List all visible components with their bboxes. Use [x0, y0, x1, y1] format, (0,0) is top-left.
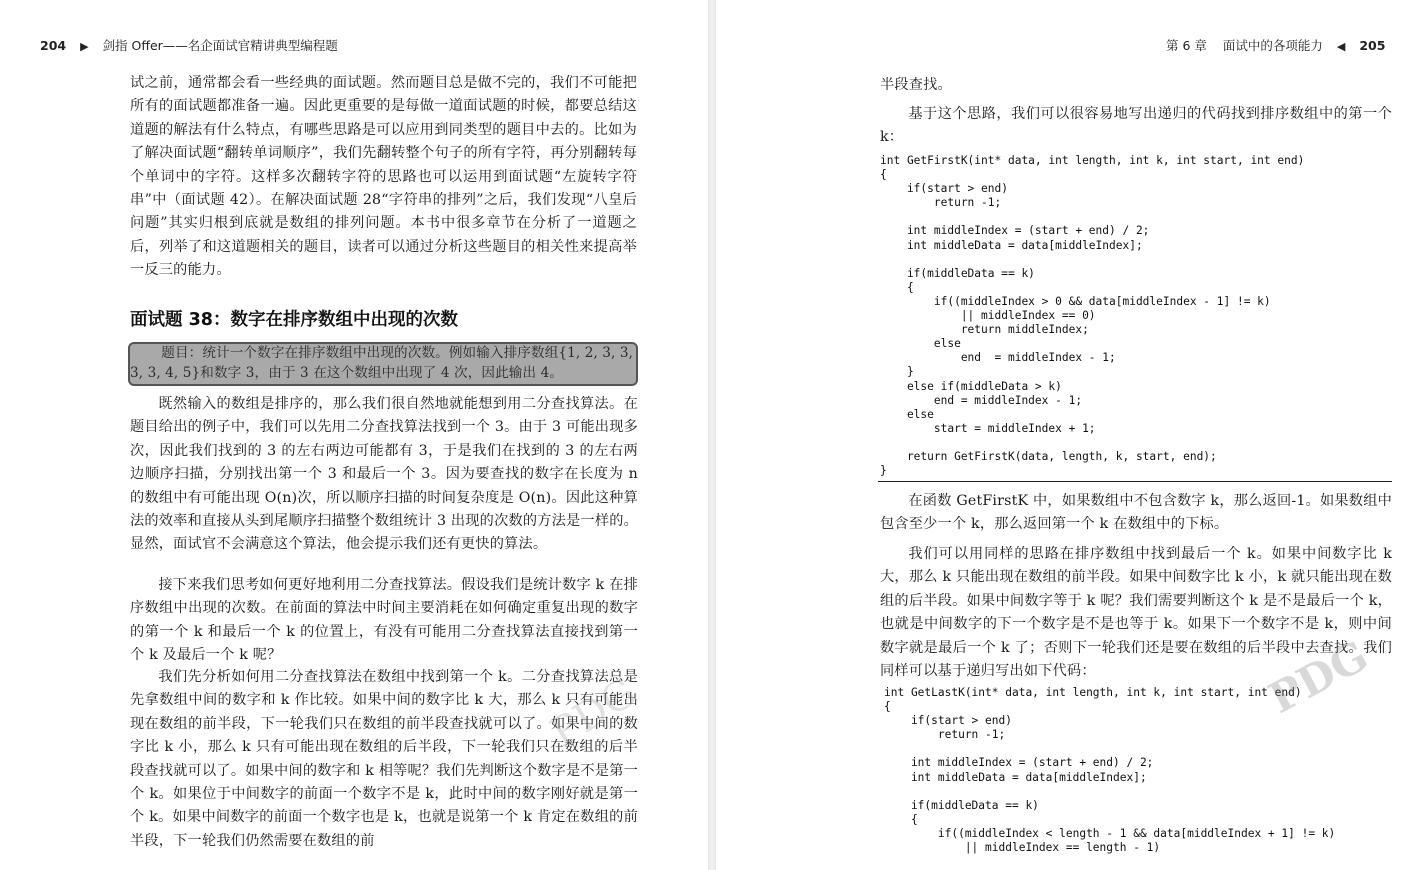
section-title: 面试题 38：数字在排序数组中出现的次数 [130, 310, 458, 330]
left-arrow-icon: ◀ [1336, 40, 1346, 53]
left-page-header [40, 36, 338, 54]
watermark-right: PDG [1261, 630, 1376, 723]
right-page-number: 205 [1359, 38, 1386, 53]
code-get-first-k: int GetFirstK(int* data, int length, int k, int start, int end) { if(start > end) return -1; int middleIndex = (start + end) / 2; int middleData = data[middleIndex]; if(middleData == k) { if((middleIndex > 0 && data[middleIndex - 1] != k) || middleIndex == 0) return middleIndex; else end = middleIndex - 1; } else if(middleData > k) end = middleIndex - 1; else start = middleIndex + 1; return GetFirstK(data, length, k, start, end); } [880, 154, 1305, 478]
chapter-label: 第 6 章 [1166, 38, 1207, 53]
paragraph-half-search: 半段查找。 [880, 77, 952, 93]
watermark-left: PDG [542, 669, 645, 757]
paragraph-find-last-k: 我们可以用同样的思路在排序数组中找到最后一个 k。如果中间数字比 k 大，那么 k 只能出现在数组的前半段。如果中间数字比 k 小，k 就只能出现在数组的后半段。如果中间数字等于 k 呢？我们需要判断这个 k 是不是最后一个 k，也就是中间数字的下一个数字是不是也等于 k。如果下一个数字不是 k，则中间数字就是最后一个 k 了；否则下一轮我们还是要在数组的后半段中去查找。我们同样可以基于递归写出如下代码： [880, 546, 1392, 680]
paragraph-binary-search-idea: 既然输入的数组是排序的，那么我们很自然地就能想到用二分查找算法。在题目给出的例子中，我们可以先用二分查找算法找到一个 3。由于 3 可能出现多次，因此我们找到的 3 的左右两边可能都有 3，于是我们在找到的 3 的左右两边顺序扫描，分别找出第一个 3 和最后一个 3。因为要查找的数字在长度为 n 的数组中有可能出现 O(n)次，所以顺序扫描的时间复杂度是 O(n)。因此这种算法的效率和直接从头到尾顺序扫描整个数组统计 3 出现的次数的方法是一样的。显然，面试官不会满意这个算法，他会提示我们还有更快的算法。 [130, 396, 638, 553]
code-get-last-k: int GetLastK(int* data, int length, int k, int start, int end) { if(start > end) return -1; int middleIndex = (start + end) / 2; int middleData = data[middleIndex]; if(middleData == k) { if((middleIndex < length - 1 && data[middleIndex + 1] != k) || middleIndex == length - 1) [884, 686, 1336, 855]
question-box [128, 342, 638, 386]
right-page-header [1166, 36, 1385, 54]
paragraph-find-first-k: 我们先分析如何用二分查找算法在数组中找到第一个 k。二分查找算法总是先拿数组中间的数字和 k 作比较。如果中间的数字比 k 大，那么 k 只有可能出现在数组的前半段，下一轮我们只在数组的前半段查找就可以了。如果中间的数字比 k 小，那么 k 只有可能出现在数组的后半段，下一轮我们只在数组的后半段查找就可以了。如果中间的数字和 k 相等呢？我们先判断这个数字是不是第一个 k。如果位于中间数字的前面一个数字不是 k，此时中间的数字刚好就是第一个 k。如果中间数字的前面一个数字也是 k，也就是说第一个 k 肯定在数组的前半段，下一轮我们仍然需要在数组的前 [130, 669, 638, 849]
left-page [0, 0, 708, 870]
left-page-number: 204 [40, 38, 67, 53]
question-text: 题目：统计一个数字在排序数组中出现的次数。例如输入排序数组{1, 2, 3, 3, 3, 3, 4, 5}和数字 3，由于 3 在这个数组中出现了 4 次，因此输出 4。 [130, 345, 634, 381]
code-divider [878, 481, 1392, 482]
paragraph-recursive-intro: 基于这个思路，我们可以很容易地写出递归的代码找到排序数组中的第一个 k： [880, 106, 1392, 146]
intro-paragraph: 试之前，通常都会看一些经典的面试题。然而题目总是做不完的，我们不可能把所有的面试题都准备一遍。因此更重要的是每做一道面试题的时候，都要总结这道题的解法有什么特点，有哪些思路是可以应用到同类型的题目中去的。比如为了解决面试题“翻转单词顺序”，我们先翻转整个句子的所有字符，再分别翻转每个单词中的字符。这样多次翻转字符的思路也可以运用到面试题“左旋转字符串”中（面试题 42）。在解决面试题 28“字符串的排列”之后，我们发现“八皇后问题”其实归根到底就是数组的排列问题。本书中很多章节在分析了一道题之后，列举了和这道题相关的题目，读者可以通过分析这些题目的相关性来提高举一反三的能力。 [130, 75, 637, 279]
right-arrow-icon: ▶ [80, 40, 89, 53]
chapter-title: 面试中的各项能力 [1222, 38, 1323, 53]
book-title: 剑指 Offer——名企面试官精讲典型编程题 [102, 38, 338, 53]
paragraph-first-last-k: 接下来我们思考如何更好地利用二分查找算法。假设我们是统计数字 k 在排序数组中出现的次数。在前面的算法中时间主要消耗在如何确定重复出现的数字的第一个 k 和最后一个 k 的位置上，有没有可能用二分查找算法直接找到第一个 k 及最后一个 k 呢？ [130, 577, 638, 664]
paragraph-return-value: 在函数 GetFirstK 中，如果数组中不包含数字 k，那么返回-1。如果数组中包含至少一个 k，那么返回第一个 k 在数组中的下标。 [880, 493, 1392, 533]
book-gutter [708, 0, 716, 870]
